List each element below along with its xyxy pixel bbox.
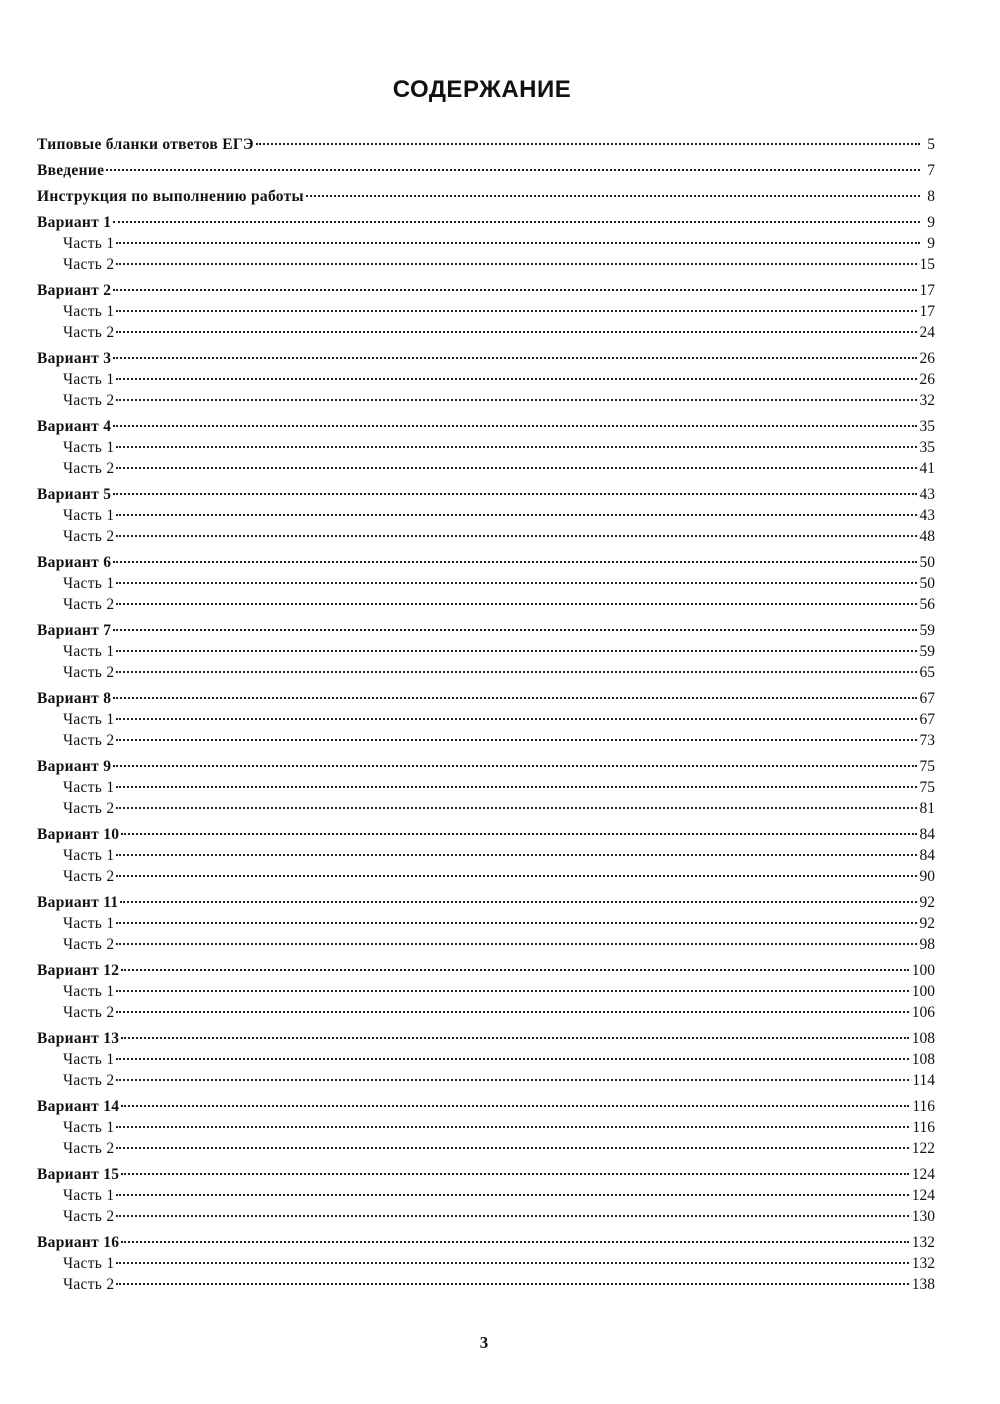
toc-entry-label: Часть 1 <box>63 575 115 592</box>
dot-leader <box>113 289 916 291</box>
toc-entry-variant-14-part-2[interactable] <box>37 1138 935 1159</box>
toc-entry-variant-16-part-2[interactable] <box>37 1274 935 1295</box>
toc-entry-label: Вариант 14 <box>37 1098 120 1115</box>
toc-entry-page: 92 <box>919 915 935 932</box>
toc-entry-label: Часть 1 <box>63 371 115 388</box>
toc-entry-page: 7 <box>927 162 935 179</box>
toc-entry-label: Вариант 12 <box>37 962 120 979</box>
toc-entry-variant-4-part-1[interactable] <box>37 437 935 458</box>
toc-entry-page: 124 <box>911 1187 935 1204</box>
page-title: СОДЕРЖАНИЕ <box>392 76 572 103</box>
toc-entry-label: Часть 2 <box>63 596 115 613</box>
toc-entry-variant-7-part-1[interactable] <box>37 641 935 662</box>
toc-entry-label: Типовые бланки ответов ЕГЭ <box>37 136 254 153</box>
dot-leader <box>116 718 916 720</box>
toc-entry-page: 59 <box>919 622 935 639</box>
toc-entry-label: Инструкция по выполнению работы <box>37 188 304 205</box>
dot-leader <box>116 786 916 788</box>
toc-entry-page: 17 <box>919 303 935 320</box>
toc-entry-page: 26 <box>919 371 935 388</box>
toc-entry-variant-15[interactable] <box>37 1164 935 1185</box>
toc-entry-variant-13[interactable] <box>37 1028 935 1049</box>
toc-entry-variant-12[interactable] <box>37 960 935 981</box>
toc-entry-page: 43 <box>919 486 935 503</box>
toc-entry-label: Часть 1 <box>63 507 115 524</box>
toc-entry-variant-6-part-1[interactable] <box>37 573 935 594</box>
dot-leader <box>121 1105 909 1107</box>
dot-leader <box>121 969 908 971</box>
toc-entry-page: 35 <box>919 439 935 456</box>
toc-entry-page: 9 <box>927 214 935 231</box>
toc-entry-variant-9-part-1[interactable] <box>37 777 935 798</box>
page-number: 3 <box>479 1333 489 1352</box>
toc-entry-variant-2[interactable] <box>37 280 935 301</box>
toc-entry-label: Часть 2 <box>63 392 115 409</box>
dot-leader <box>121 833 916 835</box>
toc-entry-label: Часть 2 <box>63 1208 115 1225</box>
toc-entry-label: Вариант 9 <box>37 758 112 775</box>
dot-leader <box>113 357 916 359</box>
toc-entry-label: Часть 2 <box>63 528 115 545</box>
toc-entry-page: 48 <box>919 528 935 545</box>
toc-entry-label: Вариант 7 <box>37 622 112 639</box>
dot-leader <box>113 221 920 223</box>
toc-entry-label: Часть 1 <box>63 1187 115 1204</box>
toc-entry-page: 9 <box>927 235 935 252</box>
toc-entry-variant-14[interactable] <box>37 1096 935 1117</box>
toc-entry-variant-5[interactable] <box>37 484 935 505</box>
toc-entry-variant-13-part-1[interactable] <box>37 1049 935 1070</box>
toc-entry-label: Часть 2 <box>63 732 115 749</box>
toc-entry-page: 75 <box>919 758 935 775</box>
toc-entry-page: 67 <box>919 711 935 728</box>
dot-leader <box>116 331 916 333</box>
toc-entry-variant-2-part-2[interactable] <box>37 322 935 343</box>
toc-entry-label: Часть 2 <box>63 324 115 341</box>
toc-entry-label: Вариант 16 <box>37 1234 120 1251</box>
toc-entry-label: Часть 1 <box>63 643 115 660</box>
toc-entry-variant-5-part-1[interactable] <box>37 505 935 526</box>
toc-entry-variant-11-part-1[interactable] <box>37 913 935 934</box>
toc-entry-page: 106 <box>911 1004 935 1021</box>
toc-entry-variant-13-part-2[interactable] <box>37 1070 935 1091</box>
dot-leader <box>121 1037 908 1039</box>
dot-leader <box>116 446 916 448</box>
toc-entry-variant-15-part-2[interactable] <box>37 1206 935 1227</box>
toc-entry-page: 108 <box>911 1030 935 1047</box>
toc-entry-variant-3-part-2[interactable] <box>37 390 935 411</box>
toc-entry-page: 50 <box>919 554 935 571</box>
toc-entry-label: Вариант 11 <box>37 894 119 911</box>
toc-entry-label: Часть 1 <box>63 779 115 796</box>
toc-entry-page: 114 <box>912 1072 935 1089</box>
dot-leader <box>116 739 916 741</box>
toc-entry-variant-16-part-1[interactable] <box>37 1253 935 1274</box>
toc-entry-instructions[interactable] <box>37 186 935 207</box>
toc-entry-page: 75 <box>919 779 935 796</box>
toc-entry-label: Часть 1 <box>63 439 115 456</box>
toc-entry-label: Часть 2 <box>63 256 115 273</box>
toc-entry-variant-7[interactable] <box>37 620 935 641</box>
dot-leader <box>116 1147 908 1149</box>
toc-entry-variant-10-part-1[interactable] <box>37 845 935 866</box>
toc-entry-page: 98 <box>919 936 935 953</box>
toc-entry-variant-5-part-2[interactable] <box>37 526 935 547</box>
toc-entry-variant-8-part-1[interactable] <box>37 709 935 730</box>
toc-entry-page: 41 <box>919 460 935 477</box>
toc-entry-variant-3[interactable] <box>37 348 935 369</box>
dot-leader <box>113 765 916 767</box>
toc-entry-page: 100 <box>911 962 935 979</box>
toc-entry-label: Вариант 10 <box>37 826 120 843</box>
toc-entry-label: Вариант 2 <box>37 282 112 299</box>
toc-entry-variant-8-part-2[interactable] <box>37 730 935 751</box>
toc-entry-page: 5 <box>927 136 935 153</box>
toc-entry-page: 73 <box>919 732 935 749</box>
dot-leader <box>116 990 908 992</box>
dot-leader <box>116 1011 908 1013</box>
toc-entry-label: Часть 2 <box>63 800 115 817</box>
toc-entry-label: Часть 1 <box>63 1051 115 1068</box>
toc-entry-page: 90 <box>919 868 935 885</box>
table-of-contents <box>37 134 935 1295</box>
toc-entry-page: 65 <box>919 664 935 681</box>
dot-leader <box>113 697 916 699</box>
toc-entry-variant-1-part-2[interactable] <box>37 254 935 275</box>
toc-entry-variant-11[interactable] <box>37 892 935 913</box>
toc-entry-page: 122 <box>911 1140 935 1157</box>
dot-leader <box>116 1283 908 1285</box>
toc-entry-page: 24 <box>919 324 935 341</box>
toc-entry-label: Часть 1 <box>63 1255 115 1272</box>
toc-entry-page: 43 <box>919 507 935 524</box>
toc-entry-page: 132 <box>911 1234 935 1251</box>
toc-entry-label: Часть 2 <box>63 460 115 477</box>
toc-entry-variant-9[interactable] <box>37 756 935 777</box>
dot-leader <box>116 582 916 584</box>
toc-entry-answer-forms[interactable] <box>37 134 935 155</box>
toc-entry-page: 15 <box>919 256 935 273</box>
dot-leader <box>116 807 916 809</box>
dot-leader <box>116 650 916 652</box>
toc-entry-label: Часть 1 <box>63 711 115 728</box>
toc-entry-label: Часть 2 <box>63 1140 115 1157</box>
toc-entry-page: 81 <box>919 800 935 817</box>
dot-leader <box>121 1241 908 1243</box>
toc-entry-label: Часть 1 <box>63 847 115 864</box>
dot-leader <box>116 467 916 469</box>
toc-entry-label: Вариант 1 <box>37 214 112 231</box>
toc-entry-label: Часть 2 <box>63 1004 115 1021</box>
dot-leader <box>116 1194 908 1196</box>
toc-entry-label: Вариант 13 <box>37 1030 120 1047</box>
toc-entry-label: Часть 1 <box>63 915 115 932</box>
dot-leader <box>113 629 916 631</box>
toc-entry-page: 124 <box>911 1166 935 1183</box>
dot-leader <box>116 854 916 856</box>
toc-entry-variant-12-part-2[interactable] <box>37 1002 935 1023</box>
dot-leader <box>121 1173 908 1175</box>
dot-leader <box>256 143 920 145</box>
dot-leader <box>116 1262 908 1264</box>
toc-entry-page: 67 <box>919 690 935 707</box>
dot-leader <box>113 493 916 495</box>
dot-leader <box>116 1126 909 1128</box>
toc-entry-page: 17 <box>919 282 935 299</box>
toc-entry-variant-6[interactable] <box>37 552 935 573</box>
dot-leader <box>120 901 916 903</box>
toc-entry-page: 92 <box>919 894 935 911</box>
toc-entry-page: 100 <box>911 983 935 1000</box>
dot-leader <box>116 242 920 244</box>
toc-entry-variant-10-part-2[interactable] <box>37 866 935 887</box>
toc-entry-label: Часть 1 <box>63 303 115 320</box>
dot-leader <box>116 1215 908 1217</box>
dot-leader <box>116 922 916 924</box>
toc-entry-label: Часть 2 <box>63 1276 115 1293</box>
toc-entry-label: Часть 2 <box>63 1072 115 1089</box>
toc-entry-label: Часть 1 <box>63 235 115 252</box>
toc-entry-label: Вариант 6 <box>37 554 112 571</box>
toc-entry-page: 108 <box>911 1051 935 1068</box>
toc-entry-label: Вариант 4 <box>37 418 112 435</box>
toc-entry-variant-8[interactable] <box>37 688 935 709</box>
toc-entry-page: 32 <box>919 392 935 409</box>
toc-entry-page: 8 <box>927 188 935 205</box>
toc-entry-variant-16[interactable] <box>37 1232 935 1253</box>
dot-leader <box>116 671 916 673</box>
dot-leader <box>306 195 920 197</box>
toc-entry-page: 116 <box>912 1098 935 1115</box>
toc-entry-page: 26 <box>919 350 935 367</box>
toc-entry-label: Часть 1 <box>63 1119 115 1136</box>
toc-entry-page: 130 <box>911 1208 935 1225</box>
dot-leader <box>116 310 916 312</box>
toc-entry-page: 56 <box>919 596 935 613</box>
toc-entry-variant-14-part-1[interactable] <box>37 1117 935 1138</box>
toc-entry-label: Вариант 5 <box>37 486 112 503</box>
dot-leader <box>116 943 916 945</box>
dot-leader <box>116 603 916 605</box>
toc-entry-variant-15-part-1[interactable] <box>37 1185 935 1206</box>
toc-entry-variant-9-part-2[interactable] <box>37 798 935 819</box>
toc-entry-label: Введение <box>37 162 105 179</box>
toc-entry-label: Вариант 15 <box>37 1166 120 1183</box>
toc-entry-variant-10[interactable] <box>37 824 935 845</box>
toc-entry-page: 59 <box>919 643 935 660</box>
toc-entry-page: 35 <box>919 418 935 435</box>
dot-leader <box>116 378 916 380</box>
dot-leader <box>116 514 916 516</box>
toc-entry-page: 84 <box>919 847 935 864</box>
dot-leader <box>116 399 916 401</box>
toc-entry-variant-12-part-1[interactable] <box>37 981 935 1002</box>
toc-entry-variant-1[interactable] <box>37 212 935 233</box>
dot-leader <box>106 169 920 171</box>
toc-entry-introduction[interactable] <box>37 160 935 181</box>
toc-entry-variant-6-part-2[interactable] <box>37 594 935 615</box>
toc-entry-variant-2-part-1[interactable] <box>37 301 935 322</box>
toc-entry-variant-1-part-1[interactable] <box>37 233 935 254</box>
toc-entry-label: Вариант 8 <box>37 690 112 707</box>
dot-leader <box>116 263 916 265</box>
toc-entry-variant-11-part-2[interactable] <box>37 934 935 955</box>
toc-entry-page: 132 <box>911 1255 935 1272</box>
toc-entry-label: Вариант 3 <box>37 350 112 367</box>
toc-entry-variant-7-part-2[interactable] <box>37 662 935 683</box>
toc-entry-variant-3-part-1[interactable] <box>37 369 935 390</box>
dot-leader <box>116 1058 908 1060</box>
toc-entry-label: Часть 2 <box>63 868 115 885</box>
toc-entry-variant-4[interactable] <box>37 416 935 437</box>
dot-leader <box>116 875 916 877</box>
toc-entry-label: Часть 2 <box>63 664 115 681</box>
toc-entry-page: 50 <box>919 575 935 592</box>
toc-entry-label: Часть 2 <box>63 936 115 953</box>
dot-leader <box>113 561 916 563</box>
dot-leader <box>113 425 916 427</box>
toc-entry-label: Часть 1 <box>63 983 115 1000</box>
dot-leader <box>116 1079 909 1081</box>
toc-entry-variant-4-part-2[interactable] <box>37 458 935 479</box>
toc-entry-page: 84 <box>919 826 935 843</box>
toc-entry-page: 138 <box>911 1276 935 1293</box>
toc-entry-page: 116 <box>912 1119 935 1136</box>
dot-leader <box>116 535 916 537</box>
